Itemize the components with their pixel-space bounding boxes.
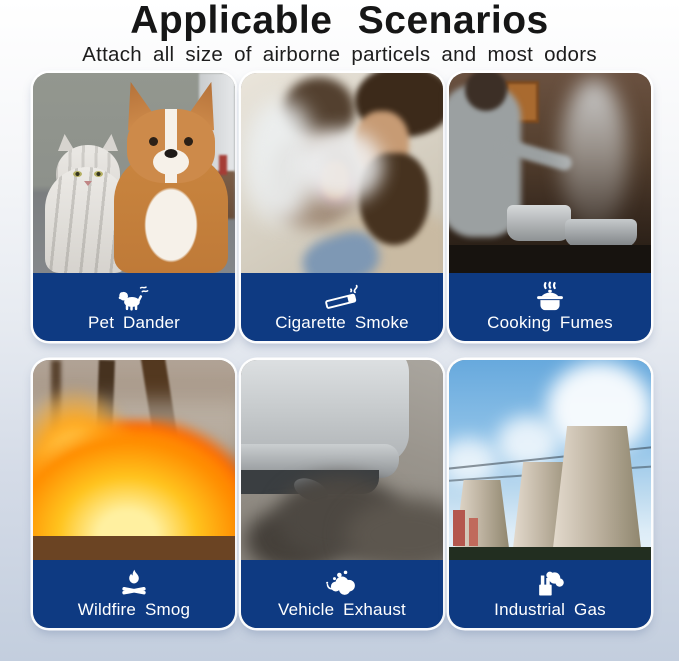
cigarette-icon: [319, 283, 365, 311]
scenario-label: Cigarette Smoke: [275, 312, 409, 332]
treeline: [449, 547, 651, 560]
industrial-gas-photo: [449, 360, 651, 560]
wildfire-smog-photo: [33, 360, 235, 560]
cooking-pot: [507, 205, 571, 241]
scenario-tile-wildfire-smog: [33, 360, 235, 628]
scenario-label: Wildfire Smog: [77, 599, 191, 619]
scenario-label: Vehicle Exhaust: [278, 599, 406, 619]
corgi-nose: [165, 149, 178, 158]
scenario-label: Industrial Gas: [494, 599, 606, 619]
factory-smoke-icon: [530, 570, 570, 598]
stove-top: [449, 245, 651, 273]
vehicle-exhaust-photo: [241, 360, 443, 560]
cat-eye: [94, 171, 103, 177]
cigarette-smoke-photo: [241, 73, 443, 273]
scenario-banner: [33, 273, 235, 341]
header: [0, 0, 679, 67]
campfire-icon: [114, 570, 154, 598]
scenario-tile-industrial-gas: [449, 360, 651, 628]
pet-dander-photo: [33, 73, 235, 273]
cooking-pot: [565, 219, 637, 247]
scenario-banner: [449, 560, 651, 628]
exhaust-cloud-icon: [319, 570, 365, 598]
corgi-eye: [184, 137, 193, 146]
scenario-label: Cooking Fumes: [487, 312, 613, 332]
cooling-tower: [553, 426, 641, 548]
smoke-wisp: [299, 129, 383, 203]
scenario-tile-vehicle-exhaust: [241, 360, 443, 628]
scenario-grid: [33, 73, 651, 628]
cooking-fumes-photo: [449, 73, 651, 273]
scenario-banner: [33, 560, 235, 628]
scenario-banner: [449, 273, 651, 341]
scenario-label: Pet Dander: [88, 312, 180, 332]
scenario-tile-cigarette-smoke: [241, 73, 443, 341]
scenario-tile-cooking-fumes: [449, 73, 651, 341]
burnt-ground: [33, 536, 235, 560]
cat-eye: [73, 171, 82, 177]
scenario-banner: [241, 560, 443, 628]
cooking-pot-icon: [528, 283, 572, 311]
page-title: Applicable Scenarios: [130, 0, 549, 42]
page-subtitle: Attach all size of airborne particels and most odors: [82, 42, 597, 66]
dog-icon: [111, 283, 157, 311]
scenario-tile-pet-dander: [33, 73, 235, 341]
red-building: [469, 518, 478, 546]
corgi-figure: [109, 87, 233, 273]
red-building: [453, 510, 465, 546]
corgi-eye: [149, 137, 158, 146]
scenario-banner: [241, 273, 443, 341]
